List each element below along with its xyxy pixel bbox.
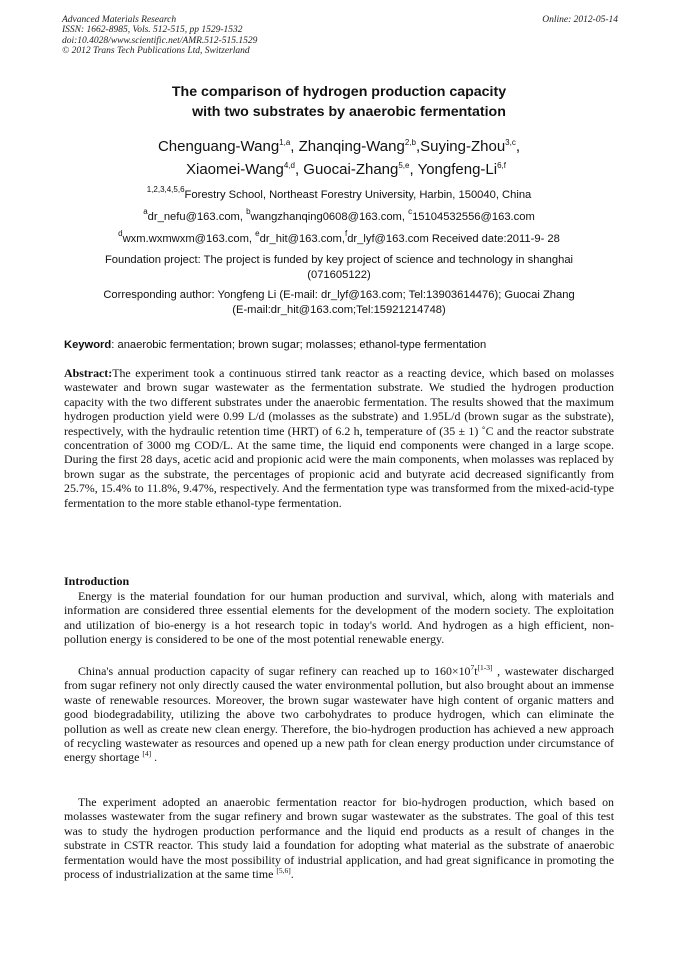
corresponding-author (60, 288, 618, 318)
author-list (60, 135, 618, 181)
paper-title (60, 82, 618, 122)
email-address: wangzhanqing0608@163.com, (250, 211, 409, 223)
author-separator: , (290, 138, 299, 155)
email-superscript: e (255, 229, 260, 238)
corresponding-line-2: (E-mail:dr_hit@163.com;Tel:15921214748) (232, 304, 446, 316)
journal-name: Advanced Materials Research (62, 15, 177, 25)
author-superscript: 3,c (505, 138, 516, 147)
author-superscript: 2,b (404, 138, 416, 147)
copyright-line: © 2012 Trans Tech Publications Ltd, Switzerland (62, 46, 250, 57)
author-separator: , (515, 138, 521, 155)
introduction-heading: Introduction (64, 574, 130, 588)
citation-ref: [1-3] (477, 663, 493, 672)
corresponding-line-1: Corresponding author: Yongfeng Li (E-mail: dr_lyf@163.com; Tel:13903614476); Guocai Zhang (103, 289, 575, 301)
email-superscript: a (143, 207, 148, 216)
author-name: Suying-Zhou (420, 138, 506, 155)
citation-ref: [4] (142, 749, 152, 759)
intro-paragraph-2 (64, 664, 614, 765)
author-name: Guocai-Zhang (303, 161, 399, 178)
affiliation (60, 185, 618, 203)
author-name: Xiaomei-Wang (186, 161, 284, 178)
email-line-1 (60, 207, 618, 225)
paragraph-text: The experiment adopted an anaerobic fermentation reactor for bio-hydrogen production, which based on molasses wastewater from the sugar refinery and brown sugar wastewater as the substrates. The goal of this test was to study the hydrogen production performance and the liquid end products as a result of changes in the substrate in CSTR reactor. This study laid a foundation for adopting what material as the substrate of anaerobic fermentation would have the most possibility of industrial application, and had great significance in promoting the process of industrialization at the same time (64, 795, 614, 882)
author-line-2 (60, 158, 618, 181)
email-superscript: d (118, 229, 123, 238)
doi-line: doi:10.4028/www.scientific.net/AMR.512-515.1529 (62, 35, 258, 46)
email-address: dr_hit@163.com, (259, 233, 345, 245)
intro-paragraph-3 (64, 795, 614, 881)
author-superscript: 4,d (283, 161, 295, 170)
email-line-2 (60, 229, 618, 247)
paragraph-text: Energy is the material foundation for our human production and survival, which, along with materials and information are considered three essential elements for the development of the modern society. The exploitation and utilization of bio-energy is a hot research topic in today's world. And hydrogen as a high efficient, non-pollution energy is considered to be one of the most potential renewable energy. (64, 589, 614, 647)
paragraph-text: . (290, 867, 294, 882)
email-address: dr_nefu@163.com, (147, 211, 247, 223)
abstract-text: The experiment took a continuous stirred tank reactor as a reacting device, which based on molasses wastewater and brown sugar wastewater as the fermentation substrate. We studied the hydrogen production capacity with the two different substrates under the anaerobic fermentation. The results showed that the maximum hydrogen production yield were 0.99 L/d (molasses as the substrate) and 1.95L/d (brown sugar as the substrate), respectively, with the hydraulic retention time (HRT) of 6.2 h, temperature of (35 ± 1) ˚C and the reactor substrate concentration of 3000 mg COD/L. At the same time, the liquid end components were changed in a large scope. During the first 28 days, acetic acid and propionic acid were the main components, when molasses was replaced by brown sugar as the substrate, the percentages of propionic acid and butyrate acid decreased significantly from 25.7%, 15.4% to 11.8%, 9.47%, respectively. And the fermentation type was transformed from the mixed-acid-type fermentation to the more stable ethanol-type fermentation. (64, 366, 614, 510)
email-address: wxm.wxmwxm@163.com, (122, 233, 256, 245)
email-address: 15104532556@163.com (412, 211, 535, 223)
author-line-1 (60, 135, 618, 158)
keyword-text: : anaerobic fermentation; brown sugar; molasses; ethanol-type fermentation (111, 339, 487, 351)
funding-note (60, 253, 618, 283)
author-superscript: 1,a (279, 138, 291, 147)
author-name: Chenguang-Wang (157, 138, 280, 155)
intro-paragraph-1 (64, 589, 614, 647)
author-superscript: 5,e (398, 161, 410, 170)
title-line-2: with two substrates by anaerobic fermentation (192, 104, 506, 120)
author-name: Zhanqing-Wang (298, 138, 405, 155)
email-superscript: b (246, 207, 251, 216)
abstract (64, 366, 614, 510)
abstract-label: Abstract: (64, 366, 113, 380)
issn-line: ISSN: 1662-8985, Vols. 512-515, pp 1529-1532 (62, 25, 243, 36)
author-separator: , (415, 138, 421, 155)
paragraph-text: t (474, 664, 478, 678)
paragraph-text: China's annual production capacity of sugar refinery can reached up to 160×10 (78, 664, 471, 678)
paragraph-text: . (151, 750, 158, 765)
author-superscript: 6,f (497, 161, 506, 170)
author-name: Yongfeng-Li (417, 161, 498, 178)
author-separator: , (294, 161, 304, 178)
citation-ref: [5,6] (276, 866, 291, 876)
email-superscript: c (408, 207, 413, 216)
online-date: Online: 2012-05-14 (542, 15, 618, 25)
email-address: dr_lyf@163.com Received date:2011-9- 28 (347, 233, 560, 245)
affiliation-text: Forestry School, Northeast Forestry University, Harbin, 150040, China (184, 189, 532, 201)
author-separator: , (409, 161, 418, 178)
funding-line-1: Foundation project: The project is funded by key project of science and technology in shanghai (104, 254, 574, 266)
exponent: 7 (470, 663, 475, 672)
title-line-1: The comparison of hydrogen production capacity (171, 84, 507, 100)
journal-header (62, 15, 618, 57)
affiliation-superscript: 1,2,3,4,5,6 (146, 185, 185, 194)
keyword-label: Keyword (64, 339, 112, 351)
email-superscript: f (344, 229, 348, 238)
paragraph-text: , wastewater discharged from sugar refinery not only directly caused the water environmental pollution, but also brought about an immense waste of renewable resources. Moreover, the brown sugar wastewater have high content of organic matters and good biodegradability, utilizing the above two carbohydrates to produce hydrogen, which can eliminate the pollution as well as create new clean energy. Therefore, the bio-hydrogen production has achieved a new approach of recycling wastewater as resources and opened up a new path for clean energy production under circumstance of energy shortage (64, 664, 614, 765)
funding-line-2: (071605122) (307, 269, 371, 281)
keywords (64, 338, 620, 353)
